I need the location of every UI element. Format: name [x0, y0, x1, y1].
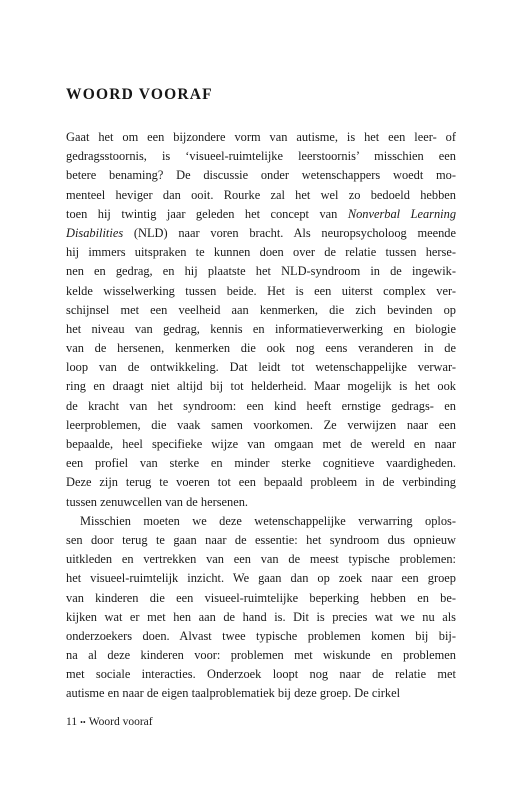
body-text	[66, 128, 456, 704]
text-line	[66, 435, 456, 454]
text-segment: na al deze kinderen voor: problemen met wiskunde en problemen	[66, 648, 456, 663]
text-segment: van kinderen die een visueel-ruimtelijke beperking hebben en be-	[66, 590, 456, 605]
text-line	[66, 205, 456, 224]
chapter-heading: WOORD VOORAF	[66, 86, 213, 103]
text-line	[66, 186, 456, 205]
text-line	[66, 569, 456, 588]
text-line	[66, 684, 456, 703]
text-segment: toen hij twintig jaar geleden het concept van	[66, 206, 348, 221]
text-line	[66, 627, 456, 646]
text-segment: (NLD) naar voren bracht. Als neuropsycholoog meende	[123, 225, 456, 240]
text-segment: ring en draagt niet altijd bij tot helderheid. Maar mogelijk is het ook	[66, 379, 456, 394]
text-line	[66, 282, 456, 301]
text-segment: Misschien moeten we deze wetenschappelijke verwarring oplos-	[80, 513, 456, 528]
text-segment: het niveau van gedrag, kennis en informatieverwerking en biologie	[66, 321, 456, 336]
text-segment: met sociale interacties. Onderzoek loopt nog naar de relatie met	[66, 667, 456, 682]
text-segment: Deze zijn terug te voeren tot een bepaald probleem in de verbinding	[66, 475, 456, 490]
text-line	[66, 377, 456, 396]
text-segment: Gaat het om een bijzondere vorm van autisme, is het een leer- of	[66, 130, 456, 144]
text-segment: kelde wisselwerking tussen beide. Het is een uiterst complex ver-	[66, 283, 456, 298]
paragraph	[66, 512, 456, 704]
text-segment: bepaalde, heel specifieke wijze van omgaan met de wereld en naar	[66, 437, 456, 451]
text-line	[66, 166, 456, 185]
text-segment: een profiel van sterke en minder sterke cognitieve vaardigheden.	[66, 456, 456, 471]
text-segment: hij immers uitspraken te kunnen doen over de relatie tussen herse-	[66, 245, 456, 260]
text-segment: het visueel-ruimtelijk inzicht. We gaan dan op zoek naar een groep	[66, 571, 456, 586]
text-line	[66, 320, 456, 339]
text-segment: betere benaming? De discussie onder wetenschappers woedt mo-	[66, 168, 456, 183]
text-line	[66, 128, 456, 147]
text-segment: menteel heviger dan ooit. Rourke zal het wel zo bedoeld hebben	[66, 187, 456, 202]
text-segment: autisme en naar de eigen taalproblematiek bij deze groep. De cirkel	[66, 686, 401, 701]
text-segment: nen en gedrag, en hij plaatste het NLD-syndroom in de ingewik-	[66, 264, 456, 279]
text-line	[66, 416, 456, 435]
text-line	[66, 339, 456, 358]
text-segment: kijken wat er met hen aan de hand is. Dit is precies wat we nu als	[66, 609, 456, 624]
text-line	[66, 358, 456, 377]
text-line	[66, 665, 456, 684]
text-segment: schijnsel met een veelheid aan kenmerken, die zich bevinden op	[66, 302, 456, 317]
text-line	[66, 301, 456, 320]
italic-text: Nonverbal Learning	[347, 206, 456, 221]
footer-separator: ••	[80, 717, 86, 727]
text-segment: leerproblemen, die vaak samen voorkomen. Ze verwijzen naar een	[66, 417, 456, 432]
text-line	[66, 397, 456, 416]
text-line	[66, 512, 456, 531]
text-line	[66, 147, 456, 166]
text-segment: tussen zenuwcellen van de hersenen.	[66, 494, 248, 509]
text-line	[66, 589, 456, 608]
text-segment: de kracht van het syndroom: een kind heeft ernstige gedrags- en	[66, 398, 456, 413]
text-line	[66, 454, 456, 473]
text-line	[66, 473, 456, 492]
text-line	[66, 646, 456, 665]
text-line	[66, 550, 456, 569]
text-segment: uitkleden en vertrekken van een van de meest typische problemen:	[66, 552, 456, 567]
text-line	[66, 493, 456, 512]
text-segment: loop van de ontwikkeling. Dat leidt tot wetenschappelijke verwar-	[66, 360, 456, 375]
text-line	[66, 224, 456, 243]
page-footer	[66, 716, 153, 728]
paragraph	[66, 128, 456, 512]
text-line	[66, 531, 456, 550]
italic-text: Disabilities	[66, 225, 124, 240]
page-number: 11	[66, 716, 78, 728]
text-line	[66, 608, 456, 627]
text-segment: sen door terug te gaan naar de essentie: het syndroom dus opnieuw	[66, 532, 456, 547]
text-line	[66, 243, 456, 262]
text-segment: onderzoekers doen. Alvast twee typische problemen komen bij bij-	[66, 628, 456, 643]
text-segment: van de hersenen, kenmerken die ook nog eens veranderen in de	[66, 341, 456, 356]
text-segment: gedragsstoornis, is ‘visueel-ruimtelijke leerstoornis’ misschien een	[66, 149, 456, 164]
text-line	[66, 262, 456, 281]
running-title: Woord vooraf	[88, 716, 153, 728]
